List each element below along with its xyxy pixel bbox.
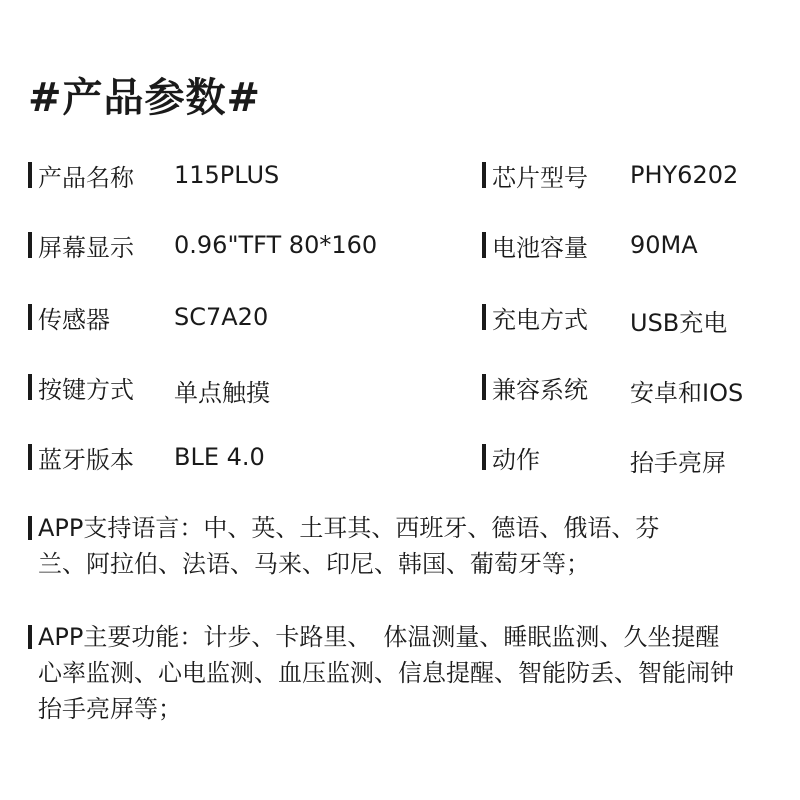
spec-value: 安卓和IOS [630,379,744,407]
bullet-bar [482,444,486,470]
spec-label: 屏幕显示 [38,233,134,262]
spec-row-charging [482,297,588,337]
spec-row-sensor [28,297,110,337]
bullet-bar [482,304,486,330]
bullet-bar [28,232,32,258]
spec-value: BLE 4.0 [174,443,265,471]
spec-label: 蓝牙版本 [38,445,134,474]
spec-row-battery [482,225,588,265]
languages-text-line-2: 兰、阿拉伯、法语、马来、印尼、韩国、葡萄牙等； [38,550,590,578]
spec-label: 传感器 [38,305,110,334]
spec-row-bluetooth [28,437,134,477]
paragraph-line [28,655,798,691]
functions-text-line-1: APP主要功能：计步、卡路里、 体温测量、睡眠监测、久坐提醒 [38,623,720,651]
paragraph-line [28,619,798,655]
functions-paragraph [28,619,798,727]
spec-row-product-name [28,155,134,195]
spec-row-action [482,437,540,477]
bullet-bar [28,374,32,400]
spec-label: 电池容量 [492,233,588,262]
languages-paragraph [28,510,798,582]
spec-value: 0.96"TFT 80*160 [174,231,378,259]
spec-label: 动作 [492,445,540,474]
bullet-bar [28,162,32,188]
paragraph-line [28,510,798,546]
spec-row-screen [28,225,134,265]
spec-label: 芯片型号 [492,163,588,192]
paragraph-line [28,691,798,727]
spec-label: 按键方式 [38,375,134,404]
spec-label: 充电方式 [492,305,588,334]
spec-value: SC7A20 [174,303,269,331]
spec-value: 抬手亮屏 [630,449,726,477]
bullet-bar [28,444,32,470]
spec-label: 兼容系统 [492,375,588,404]
bullet-bar [28,625,32,649]
spec-value: USB充电 [630,309,728,337]
bullet-bar [482,232,486,258]
spec-value: 单点触摸 [174,379,270,407]
spec-value: PHY6202 [630,161,739,189]
paragraph-line [28,546,798,582]
spec-value: 90MA [630,231,698,259]
spec-value: 115PLUS [174,161,280,189]
spec-row-compatibility [482,367,588,407]
functions-text-line-2: 心率监测、心电监测、血压监测、信息提醒、智能防丢、智能闹钟 [38,659,734,687]
spec-label: 产品名称 [38,163,134,192]
spec-row-button-mode [28,367,134,407]
functions-text-line-3: 抬手亮屏等； [38,695,182,723]
languages-text-line-1: APP支持语言：中、英、土耳其、西班牙、德语、俄语、芬 [38,514,660,542]
spec-row-chip [482,155,588,195]
bullet-bar [28,516,32,540]
bullet-bar [482,162,486,188]
page-title: #产品参数# [28,75,262,121]
bullet-bar [482,374,486,400]
bullet-bar [28,304,32,330]
